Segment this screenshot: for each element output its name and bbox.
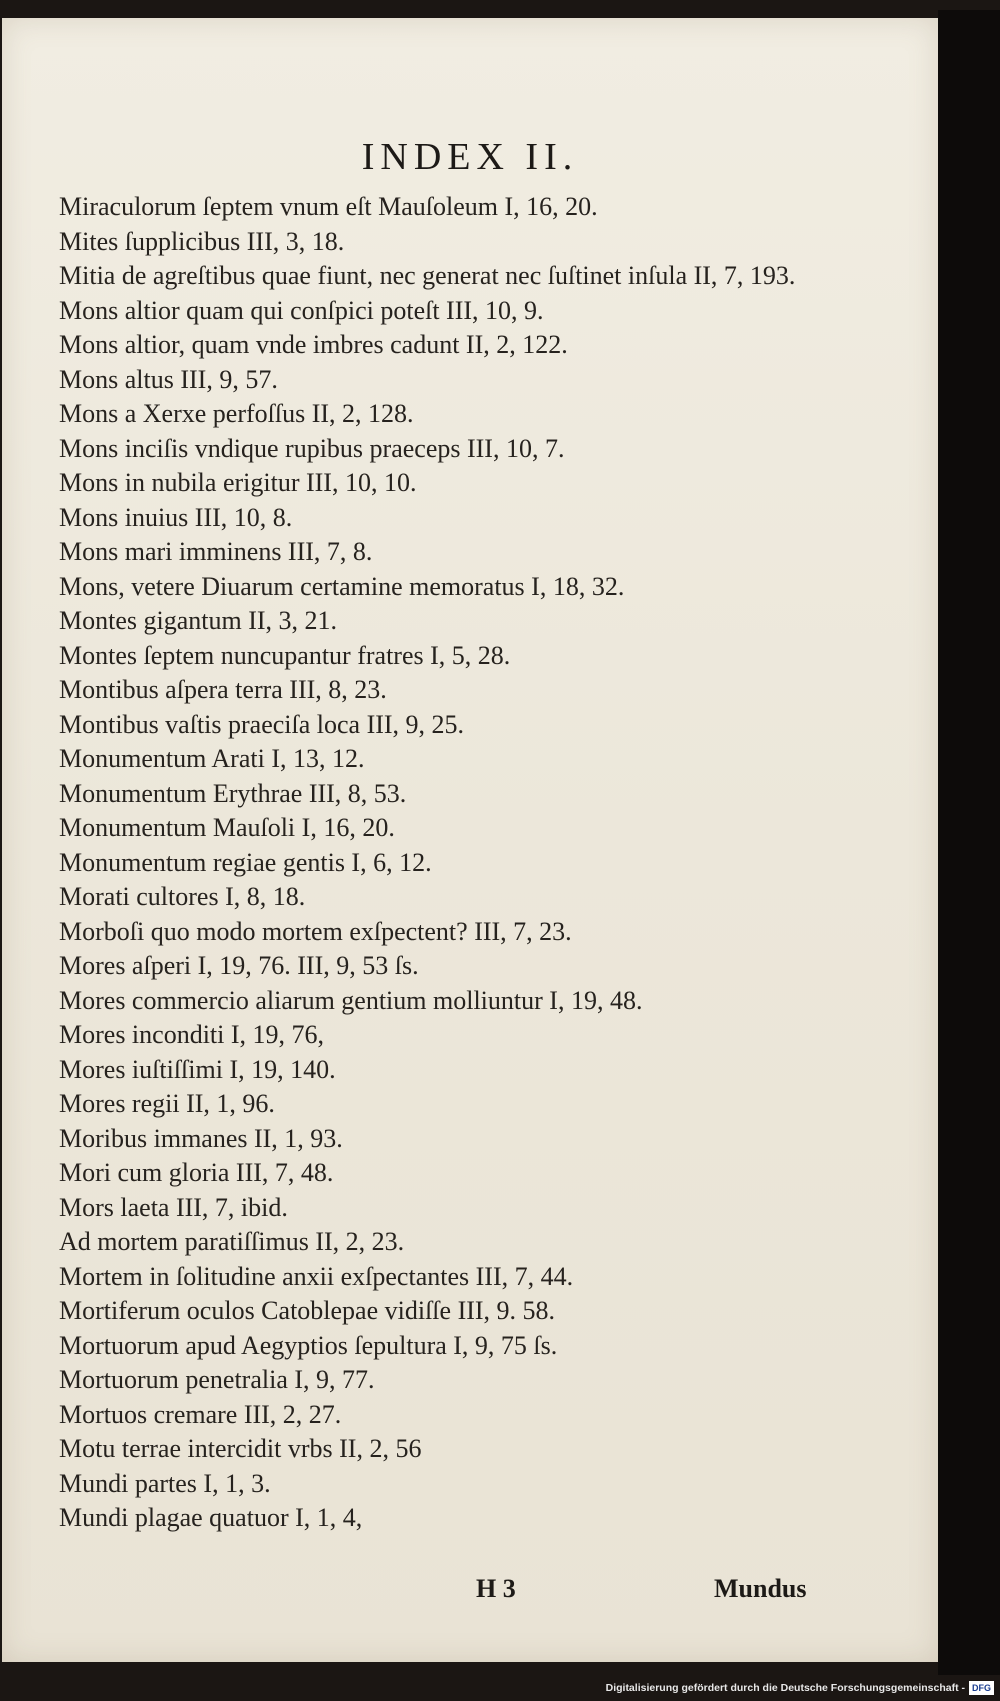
index-entry: Mons altior, quam vnde imbres cadunt II, 2, 122. bbox=[59, 330, 568, 359]
index-entry: Mons altior quam qui conſpici poteſt III, 10, 9. bbox=[59, 295, 544, 325]
index-entry: Mons mari imminens III, 7, 8. bbox=[59, 537, 373, 566]
digitization-credit bbox=[606, 1681, 994, 1695]
catchword: Mundus bbox=[714, 1574, 807, 1603]
index-entry: Mores inconditi I, 19, 76, bbox=[59, 1020, 325, 1049]
index-entry: Mundi partes I, 1, 3. bbox=[59, 1468, 271, 1498]
index-entry: Mundi plagae quatuor I, 1, 4, bbox=[59, 1503, 363, 1532]
index-entry: Montes gigantum II, 3, 21. bbox=[59, 606, 338, 635]
index-entry: Mortuos cremare III, 2, 27. bbox=[59, 1399, 342, 1429]
scan-margin bbox=[938, 10, 1000, 1675]
index-entry: Monumentum Arati I, 13, 12. bbox=[59, 744, 365, 773]
index-entry: Mores regii II, 1, 96. bbox=[59, 1089, 275, 1118]
credit-text: Digitalisierung gefördert durch die Deutsche Forschungsgemeinschaft - bbox=[605, 1682, 965, 1694]
index-entry: Mortuorum penetralia I, 9, 77. bbox=[59, 1365, 375, 1394]
index-entry: Monumentum Mauſoli I, 16, 20. bbox=[59, 813, 395, 842]
dfg-logo-icon: DFG bbox=[969, 1681, 994, 1695]
index-entry: Mons altus III, 9, 57. bbox=[59, 364, 278, 394]
index-entry: Miraculorum ſeptem vnum eſt Mauſoleum I, 16, 20. bbox=[59, 192, 598, 221]
page-title: INDEX II. bbox=[361, 136, 579, 178]
index-entry: Monumentum regiae gentis I, 6, 12. bbox=[59, 847, 432, 877]
index-entry: Mors laeta III, 7, ibid. bbox=[59, 1192, 288, 1222]
index-entry: Mons inciſis vndique rupibus praeceps III, 10, 7. bbox=[59, 433, 565, 463]
index-entry: Ad mortem paratiſſimus II, 2, 23. bbox=[59, 1227, 405, 1256]
index-entry: Mons inuius III, 10, 8. bbox=[59, 502, 293, 532]
index-entry: Mitia de agreſtibus quae fiunt, nec generat nec ſuſtinet inſula II, 7, 193. bbox=[59, 261, 796, 290]
index-entry: Mores aſperi I, 19, 76. III, 9, 53 ſs. bbox=[59, 951, 419, 980]
signature-mark: H 3 bbox=[476, 1574, 516, 1603]
index-entry: Mores commercio aliarum gentium molliuntur I, 19, 48. bbox=[59, 985, 643, 1015]
index-entry: Morati cultores I, 8, 18. bbox=[59, 882, 306, 911]
index-entry: Mons, vetere Diuarum certamine memoratus I, 18, 32. bbox=[59, 571, 625, 601]
index-entry: Morboſi quo modo mortem exſpectent? III, 7, 23. bbox=[59, 916, 572, 946]
index-entry: Mons in nubila erigitur III, 10, 10. bbox=[59, 468, 417, 497]
book-page bbox=[2, 18, 938, 1662]
index-entry: Montibus vaſtis praeciſa loca III, 9, 25. bbox=[59, 709, 465, 739]
index-entry: Mortiferum oculos Catoblepae vidiſſe III, 9. 58. bbox=[59, 1296, 556, 1325]
index-entry: Mortem in ſolitudine anxii exſpectantes III, 7, 44. bbox=[59, 1261, 574, 1291]
index-entry: Mores iuſtiſſimi I, 19, 140. bbox=[59, 1054, 336, 1084]
index-entry-list bbox=[59, 190, 919, 1536]
index-entry: Mons a Xerxe perfoſſus II, 2, 128. bbox=[59, 399, 414, 428]
index-entry: Mortuorum apud Aegyptios ſepultura I, 9, 75 ſs. bbox=[59, 1330, 558, 1360]
index-entry: Montibus aſpera terra III, 8, 23. bbox=[59, 675, 387, 704]
index-entry: Moribus immanes II, 1, 93. bbox=[59, 1123, 343, 1153]
index-entry: Mori cum gloria III, 7, 48. bbox=[59, 1158, 334, 1187]
index-entry: Mites ſupplicibus III, 3, 18. bbox=[59, 226, 345, 256]
index-entry: Montes ſeptem nuncupantur fratres I, 5, 28. bbox=[59, 640, 511, 670]
index-entry: Motu terrae intercidit vrbs II, 2, 56 bbox=[59, 1434, 422, 1463]
index-entry: Monumentum Erythrae III, 8, 53. bbox=[59, 778, 407, 808]
